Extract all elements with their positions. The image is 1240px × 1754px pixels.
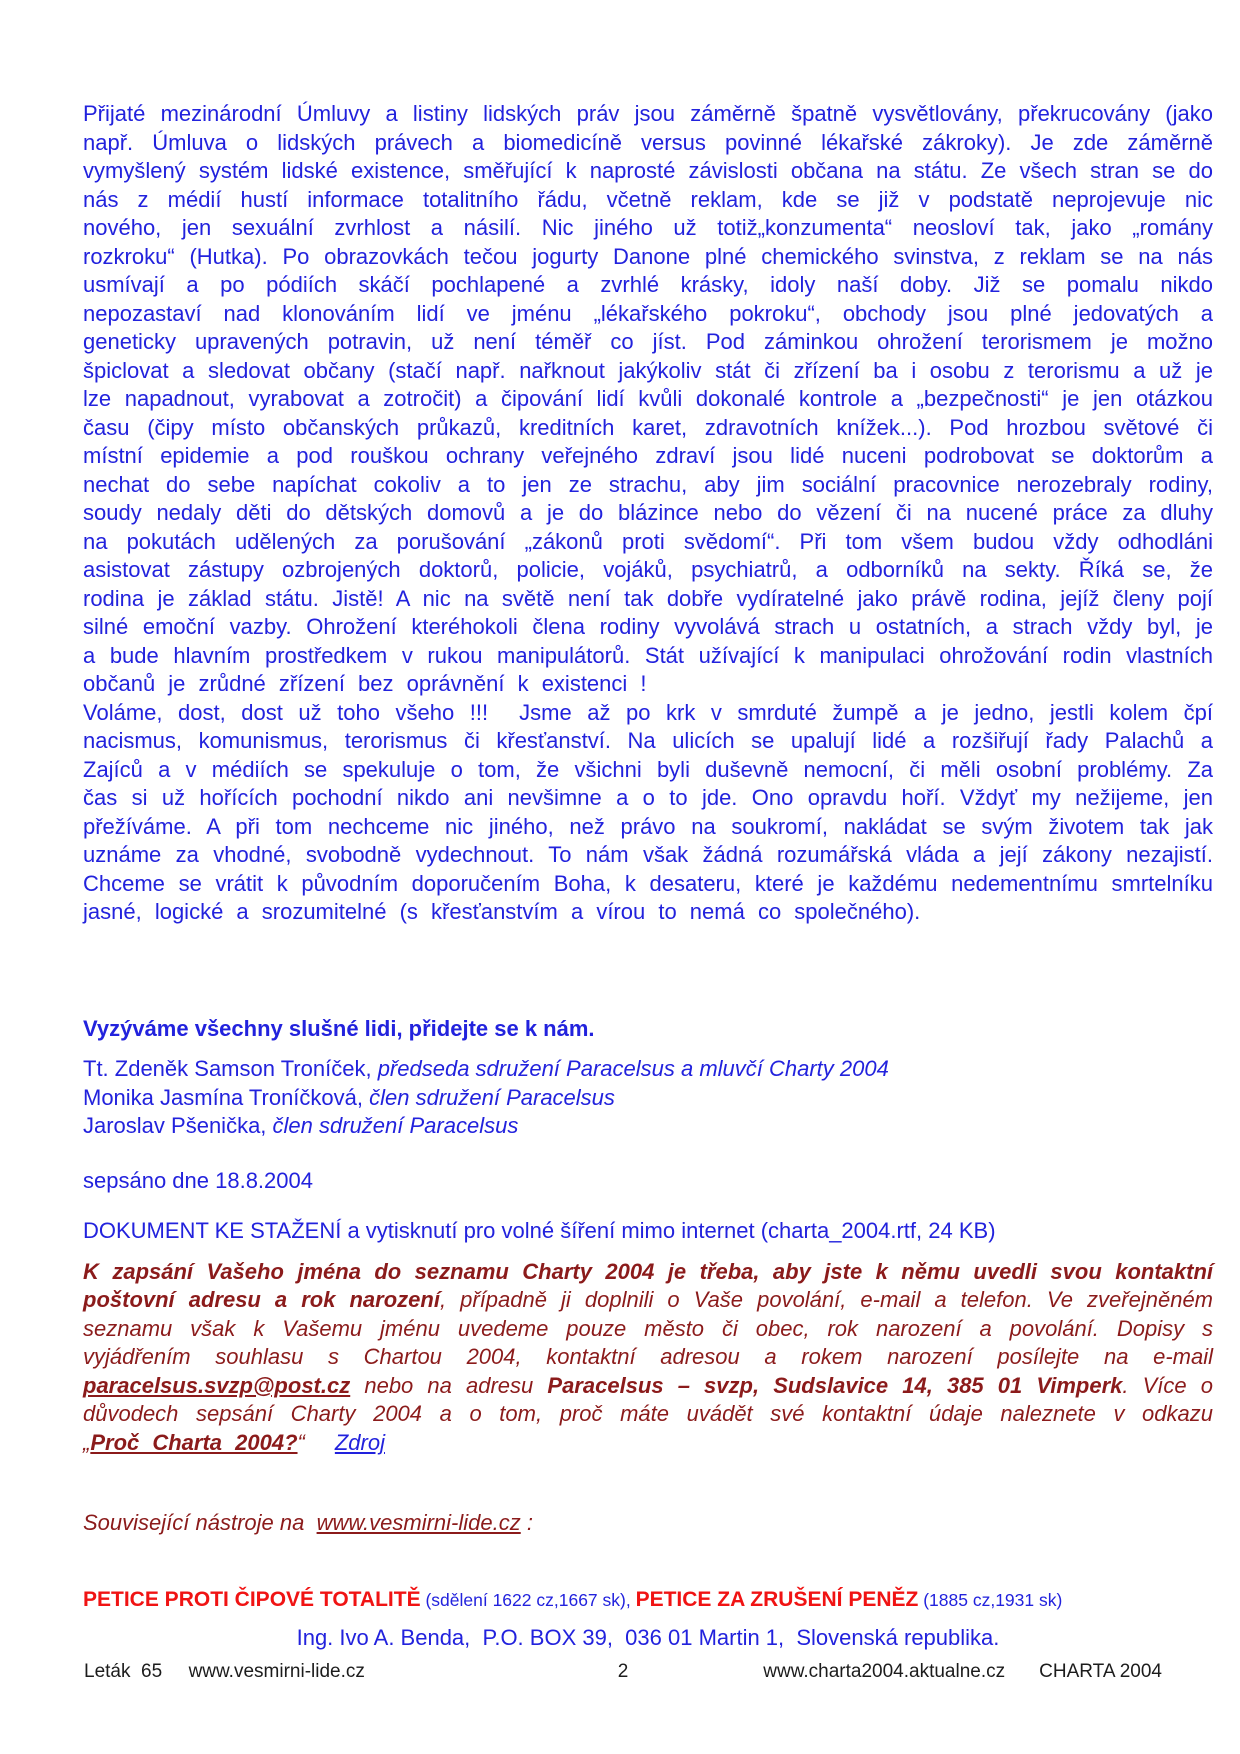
- signup-text: , případně ji doplnili o Vaše povolání, e-mail a telefon. Ve zveřejněném seznamu však k Vašemu jménu uvedeme pouze město či obec, rok narození a povolání. Dopisy s vyjádřením souhlasu s Chartou 2004, kontaktní adresou a rokem narození posílejte na e-mail: [83, 1287, 1214, 1369]
- signatory-role: předseda sdružení Paracelsus a mluvčí Charty 2004: [377, 1056, 889, 1081]
- source-link[interactable]: Zdroj: [334, 1429, 385, 1455]
- signatory-name: Tt. Zdeněk Samson Troníček,: [83, 1056, 378, 1081]
- why-charta-2004-link[interactable]: Proč Charta 2004?: [90, 1429, 298, 1455]
- postal-address-bold: Paracelsus – svzp, Sudslavice 14, 385 01 Vimperk: [547, 1372, 1123, 1398]
- signatory-role: člen sdružení Paracelsus: [369, 1084, 615, 1110]
- signatory-line: [83, 1055, 1213, 1084]
- vesmirni-lide-link[interactable]: www.vesmirni-lide.cz: [316, 1510, 521, 1535]
- date-written-line: sepsáno dne 18.8.2004: [83, 1167, 313, 1193]
- footer-right-group: [763, 1660, 1162, 1684]
- petition-abolish-money-link[interactable]: PETICE ZA ZRUŠENÍ PENĚZ: [635, 1587, 919, 1611]
- signatory-role: člen sdružení Paracelsus: [272, 1113, 519, 1138]
- petition-chip-totality-link[interactable]: PETICE PROTI ČIPOVÉ TOTALITĚ: [83, 1587, 421, 1611]
- download-line: DOKUMENT KE STAŽENÍ a vytisknutí pro volné šíření mimo internet (charta_2004.rtf, 24 KB): [83, 1218, 996, 1243]
- footer-brand-label: CHARTA 2004: [1039, 1661, 1162, 1682]
- signatories-block: [83, 1055, 1213, 1141]
- petition-note-1: (sdělení 1622 cz,1667 sk),: [420, 1589, 636, 1610]
- related-prefix: Související nástroje na: [83, 1510, 317, 1535]
- email-link[interactable]: paracelsus.svzp@post.cz: [83, 1372, 351, 1398]
- petition-note-2: (1885 cz,1931 sk): [918, 1589, 1063, 1610]
- signup-text: nebo na adresu: [350, 1372, 548, 1398]
- signatory-name: Monika Jasmína Troníčková,: [83, 1084, 370, 1110]
- signup-lead-bold: K zapsání Vašeho jména do seznamu Charty 2004 je třeba, aby jste k němu uvedli svou kontaktní poštovní adresu a rok narození: [83, 1258, 1213, 1312]
- closing-quote: “: [297, 1429, 305, 1455]
- related-suffix: :: [520, 1510, 533, 1535]
- footer-leaflet-label: Leták 65 www.vesmirni-lide.cz: [84, 1661, 365, 1682]
- related-tools-line: [83, 1509, 1213, 1538]
- signatory-line: [83, 1084, 1213, 1113]
- signup-text: . Více o důvodech sepsání Charty 2004 a o tom, proč máte uvádět své kontaktní údaje naleznete v odkazu „: [83, 1372, 1213, 1455]
- footer-site-label: www.charta2004.aktualne.cz: [763, 1661, 1006, 1682]
- petitions-line: [83, 1586, 1213, 1614]
- page-number: 2: [617, 1661, 629, 1682]
- document-content: [83, 100, 1213, 1652]
- signatory-name: Jaroslav Pšenička,: [83, 1113, 273, 1138]
- contact-address-line: Ing. Ivo A. Benda, P.O. BOX 39, 036 01 Martin 1, Slovenská republika.: [296, 1624, 1000, 1650]
- main-paragraph-1: Přijaté mezinárodní Úmluvy a listiny lidských práv jsou záměrně špatně vysvětlovány, překrucovány (jako např. Úmluva o lidských právech a biomedicíně versus povinné lékařské zákroky). Je zde záměrně vymyšlený systém lidské existence, směřující k naprosté závislosti občana na státu. Ze všech stran se do nás z médií hustí informace totalitního řádu, včetně reklam, kde se již v podstatě neprojevuje nic nového, jen sexuální zvrhlost a násilí. Nic jiného už totiž„konzumenta“ neosloví tak, jako „romány rozkroku“ (Hutka). Po obrazovkách tečou jogurty Danone plné chemického svinstva, z reklam se na nás usmívají a po pódiích skáčí pochlapené a zvrhlé krásky, idoly naší doby. Již se pomalu nikdo nepozastaví nad klonováním lidí ve jménu „lékařského pokroku“, obchody jsou plné jedovatých a geneticky upravených potravin, už není téměř co jíst. Pod záminkou ohrožení terorismem je možno špiclovat a sledovat občany (stačí např. nařknout jakýkoliv stát či zřízení ba i osobu z terorismu a už je lze napadnout, vyrabovat a zotročit) a čipování lidí kvůli dokonalé kontrole a „bezpečnosti“ je jen otázkou času (čipy místo občanských průkazů, kreditních karet, zdravotních knížek...). Pod hrozbou světové či místní epidemie a pod rouškou ochrany veřejného zdraví jsou lidé nuceni podrobovat se doktorům a nechat do sebe napíchat cokoliv a to jen ze strachu, aby jim sociální pracovnice nerozebraly rodiny, soudy nedaly děti do dětských domovů a je do blázince nebo do vězení či na nucené práce za dluhy na pokutách udělených za porušování „zákonů proti svědomí“. Při tom všem budou vždy odhodláni asistovat zástupy ozbrojených doktorů, policie, vojáků, psychiatrů, a odborníků na sekty. Říká se, že rodina je základ státu. Jistě! A nic na světě není tak dobře vydíratelné jako právě rodina, jejíž členy pojí silné emoční vazby. Ohrožení kteréhokoli člena rodiny vyvolává strach u ostatních, a strach vždy byl, je a bude hlavním prostředkem v rukou manipulátorů. Stát užívající k manipulaci ohrožování rodin vlastních občanů je zrůdné zřízení bez oprávnění k existenci !: [83, 101, 1213, 696]
- main-paragraph-2: Voláme, dost, dost už toho všeho !!! Jsme až po krk v smrduté žumpě a je jedno, jestli kolem čpí nacismus, komunismus, terorismus či křesťanství. Na ulicích se upalují lidé a rozšiřují řady Palachů a Zajíců a v médiích se spekuluje o tom, že všichni byli duševně nemocní, či měli osobní problémy. Za čas si už hořících pochodní nikdo ani nevšimne a o to jde. Ono opravdu hoří. Vždyť my nežijeme, jen přežíváme. A při tom nechceme nic jiného, než právo na soukromí, nakládat se svým životem tak jak uznáme za vhodné, svobodně vydechnout. To nám však žádná rozumářská vláda a její zákony nezajistí. Chceme se vrátit k původním doporučením Boha, k desateru, které je každému nedementnímu smrtelníku jasné, logické a srozumitelné (s křesťanstvím a vírou to nemá co společného).: [83, 699, 1213, 924]
- signup-instructions-paragraph: [83, 1258, 1213, 1458]
- page-footer: [84, 1660, 1162, 1684]
- call-to-join-heading: Vyzýváme všechny slušné lidi, přidejte se k nám.: [83, 1015, 595, 1041]
- signatory-line: [83, 1112, 1213, 1141]
